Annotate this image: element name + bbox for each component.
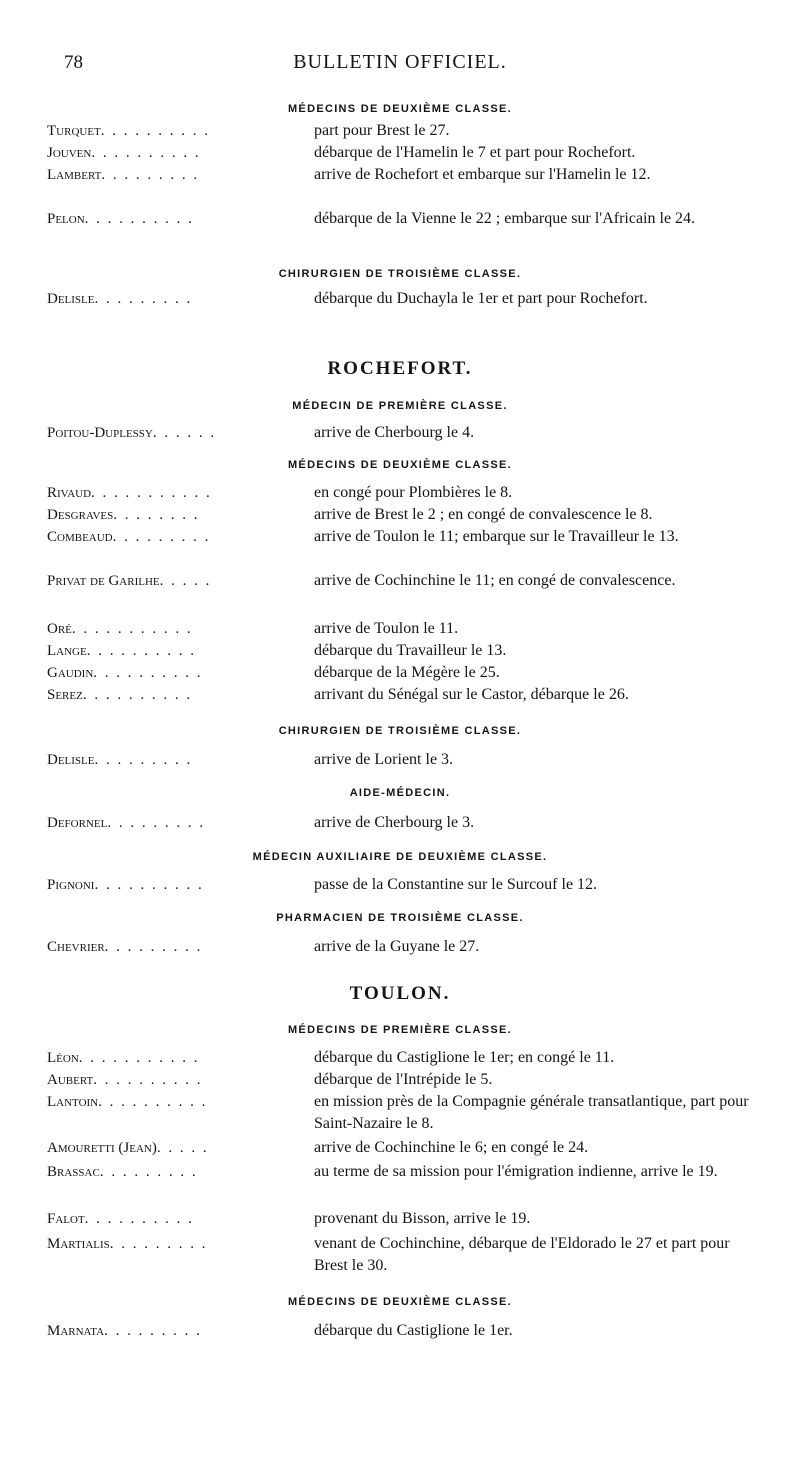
entry-text: arrive de Toulon le 11. bbox=[314, 620, 459, 637]
entry-text: arrive de Cherbourg le 3. bbox=[314, 814, 475, 831]
entry-text: débarque de l'Hamelin le 7 et part pour Rochefort. bbox=[314, 144, 636, 161]
entry-text: débarque du Duchayla le 1er et part pour Rochefort. bbox=[314, 290, 648, 307]
entry-name: Brassac. . . . . . . . . bbox=[47, 1164, 198, 1180]
entry-name: Gaudin. . . . . . . . . . bbox=[47, 665, 203, 681]
entry-name: Chevrier. . . . . . . . . bbox=[47, 939, 203, 955]
entry-name: Privat de Garilhe. . . . . bbox=[47, 573, 212, 589]
entry-text: au terme de sa mission pour l'émigration indienne, arrive le 19. bbox=[314, 1163, 718, 1180]
entry-name: Combeaud. . . . . . . . . bbox=[47, 529, 211, 545]
entry-name: Defornel. . . . . . . . . bbox=[47, 815, 206, 831]
entry-name: Delisle. . . . . . . . . bbox=[47, 291, 193, 307]
entry-name: Pelon. . . . . . . . . . bbox=[47, 211, 194, 227]
entry-text: arrive de Lorient le 3. bbox=[314, 751, 454, 768]
entry-name: Rivaud. . . . . . . . . . . bbox=[47, 485, 212, 501]
entry-text: passe de la Constantine sur le Surcouf le 12. bbox=[314, 876, 598, 893]
entry-name: Pignoni. . . . . . . . . . bbox=[47, 877, 204, 893]
entry-name: Oré. . . . . . . . . . . bbox=[47, 621, 193, 637]
section-heading: CHIRURGIEN DE TROISIÈME CLASSE. bbox=[278, 725, 522, 737]
entry-text: débarque du Castiglione le 1er. bbox=[314, 1322, 513, 1339]
entry-text: venant de Cochinchine, débarque de l'Eldorado le 27 et part pour Brest le 30. bbox=[314, 1235, 730, 1274]
section-heading: PHARMACIEN DE TROISIÈME CLASSE. bbox=[276, 912, 524, 924]
entry-text: arrive de Brest le 2 ; en congé de convalescence le 8. bbox=[314, 506, 653, 523]
entry-text: arrive de la Guyane le 27. bbox=[314, 938, 480, 955]
section-heading: MÉDECIN DE PREMIÈRE CLASSE. bbox=[292, 400, 508, 412]
entry-text: débarque du Travailleur le 13. bbox=[314, 642, 507, 659]
entry-name: Lange. . . . . . . . . . bbox=[47, 643, 196, 659]
entry-text: arrive de Cochinchine le 6; en congé le 24. bbox=[314, 1139, 589, 1156]
entry-text: débarque de l'Intrépide le 5. bbox=[314, 1071, 493, 1088]
section-heading: MÉDECIN AUXILIAIRE DE DEUXIÈME CLASSE. bbox=[252, 851, 548, 863]
entry-text: arrive de Rochefort et embarque sur l'Hamelin le 12. bbox=[314, 166, 651, 183]
entry-text: arrive de Cherbourg le 4. bbox=[314, 424, 475, 441]
entry-name: Jouven. . . . . . . . . . bbox=[47, 145, 201, 161]
entry-text: en congé pour Plombières le 8. bbox=[314, 484, 513, 501]
section-heading: MÉDECINS DE PREMIÈRE CLASSE. bbox=[287, 1024, 513, 1036]
section-heading: MÉDECINS DE DEUXIÈME CLASSE. bbox=[287, 1296, 513, 1308]
entry-name: Amouretti (Jean). . . . . bbox=[47, 1140, 209, 1156]
entry-name: Lambert. . . . . . . . . bbox=[47, 167, 200, 183]
section-heading: MÉDECINS DE DEUXIÈME CLASSE. bbox=[287, 459, 513, 471]
page-number: 78 bbox=[64, 52, 83, 73]
entry-text: arrivant du Sénégal sur le Castor, débarque le 26. bbox=[314, 686, 629, 703]
entry-text: part pour Brest le 27. bbox=[314, 122, 450, 139]
entry-text: débarque de la Mégère le 25. bbox=[314, 664, 500, 681]
port-heading-rochefort: ROCHEFORT. bbox=[327, 358, 473, 379]
entry-name: Léon. . . . . . . . . . . bbox=[47, 1050, 200, 1066]
entry-text: provenant du Bisson, arrive le 19. bbox=[314, 1210, 531, 1227]
entry-text: arrive de Cochinchine le 11; en congé de convalescence. bbox=[314, 572, 676, 589]
section-heading: MÉDECINS DE DEUXIÈME CLASSE. bbox=[287, 103, 513, 115]
entry-name: Desgraves. . . . . . . . bbox=[47, 507, 200, 523]
entry-name: Turquet. . . . . . . . . . bbox=[47, 123, 211, 139]
entry-name: Martialis. . . . . . . . . bbox=[47, 1236, 208, 1252]
entry-name: Poitou-Duplessy. . . . . . bbox=[47, 425, 217, 441]
entry-name: Aubert. . . . . . . . . . bbox=[47, 1072, 203, 1088]
entry-text: arrive de Toulon le 11; embarque sur le Travailleur le 13. bbox=[314, 528, 679, 545]
entry-name: Delisle. . . . . . . . . bbox=[47, 752, 193, 768]
port-heading-toulon: TOULON. bbox=[349, 983, 451, 1004]
entry-name: Falot. . . . . . . . . . bbox=[47, 1211, 194, 1227]
running-head: BULLETIN OFFICIEL. bbox=[293, 51, 507, 73]
entry-name: Serez. . . . . . . . . . bbox=[47, 687, 193, 703]
section-heading: AIDE-MÉDECIN. bbox=[349, 787, 451, 799]
entry-text: débarque de la Vienne le 22 ; embarque sur l'Africain le 24. bbox=[314, 210, 696, 227]
section-heading: CHIRURGIEN DE TROISIÈME CLASSE. bbox=[278, 268, 522, 280]
entry-text: en mission près de la Compagnie générale transatlantique, part pour Saint-Nazaire le 8. bbox=[314, 1093, 749, 1132]
entry-name: Marnata. . . . . . . . . bbox=[47, 1323, 202, 1339]
entry-text: débarque du Castiglione le 1er; en congé le 11. bbox=[314, 1049, 615, 1066]
entry-name: Lantoin. . . . . . . . . . bbox=[47, 1094, 208, 1110]
